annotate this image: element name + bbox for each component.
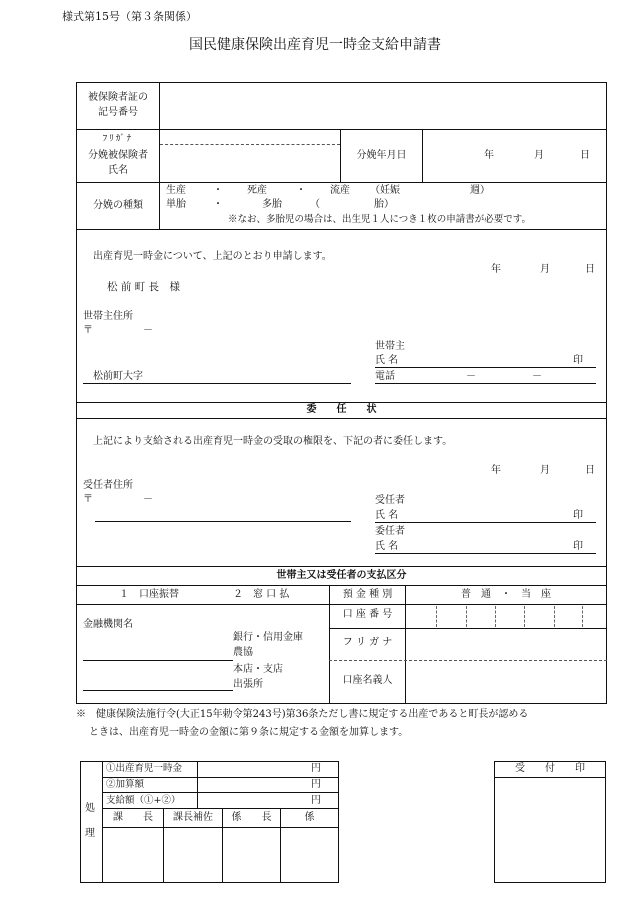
household-address-field[interactable] [83,340,351,384]
phone-field[interactable] [400,370,596,383]
birth-date-month: 月 [534,150,544,161]
insured-number-label-2: 記号番号 [98,107,138,118]
insured-number-field[interactable] [161,84,605,128]
birth-date-day: 日 [580,150,590,161]
delegator-label: 委任者 [375,526,405,537]
processing-label-2: 理 [85,828,95,839]
col-deputy-chief: 課長補佐 [173,812,213,823]
household-head-name-field[interactable] [410,352,570,368]
footnote-line-1: ※ 健康保険法施行令(大正15年勅令第243号)第36条ただし書に規定する出産であると町長が認める [76,709,529,720]
furigana-field[interactable] [161,131,339,143]
phone-dash-1: － [466,371,476,382]
payment-option-transfer[interactable]: １ 口座振替 [119,589,179,600]
delegator-name-label: 氏 名 [375,541,399,552]
furigana-label: ﾌﾘｶﾞﾅ [102,134,134,144]
birth-date-field[interactable] [424,131,605,181]
footnote-line-2: ときは、出産育児一時金の金額に第９条に規定する金額を加算します。 [89,727,409,738]
delegation-day: 日 [585,465,595,476]
payment-option-counter[interactable]: ２ 窓 口 払 [233,589,290,600]
kind-separator-2: ・ [296,185,306,196]
agent-postal-mark: 〒 [83,494,93,505]
application-month: 月 [540,264,550,275]
col-section-chief: 課 長 [113,812,153,823]
branch-kinds-1: 本店・支店 [233,664,283,675]
payment-header: 世帯主又は受任者の支払区分 [276,570,407,581]
branch-kinds-2: 出張所 [233,679,263,690]
col-subsection-chief: 係 長 [231,812,272,823]
kind-live-birth[interactable]: 生産 [166,185,186,196]
multiple-count-open: （ [310,199,320,210]
mother-name-field[interactable] [161,146,339,181]
household-postal-field[interactable] [95,324,345,338]
delegation-header: 委 任 状 [306,404,377,415]
kind-single[interactable]: 単胎 [166,199,186,210]
reception-stamp-label: 受 付 印 [515,763,585,774]
account-number-label: 口 座 番 号 [342,609,393,620]
form-title: 国民健康保険出産育児一時金支給申請書 [189,37,441,53]
delegation-year: 年 [491,465,501,476]
agent-address-field[interactable] [95,493,351,521]
mother-name-label-2: 氏名 [108,165,128,176]
delegator-name-field[interactable] [410,538,570,553]
processing-label-1: 処 [85,803,95,814]
agent-name-field[interactable] [410,507,570,522]
multiple-birth-note: ※なお、多胎児の場合は、出生児１人につき１枚の申請書が必要です。 [228,214,532,225]
phone-dash-2: － [532,371,542,382]
application-day: 日 [585,264,595,275]
bank-kinds-1: 銀行・信用金庫 [233,632,303,643]
delegation-text: 上記により支給される出産育児一時金の受取の権限を、下記の者に委任します。 [93,436,453,447]
town-prefix: 松前町大字 [93,371,143,382]
kind-miscarriage[interactable]: 流産 [330,185,350,196]
bank-name-label: 金融機関名 [83,619,133,630]
agent-label: 受任者 [375,495,405,506]
application-year: 年 [491,264,501,275]
multiple-count-close: 胎） [374,199,394,210]
household-head-label: 世帯主 [375,341,405,352]
household-head-seal: 印 [573,355,583,366]
delegation-month: 月 [540,465,550,476]
delegator-seal: 印 [573,541,583,552]
form-number: 様式第15号（第３条関係） [62,10,197,23]
birth-date-label: 分娩年月日 [356,150,407,161]
mother-name-label-1: 分娩被保険者 [88,150,148,161]
kind-separator-3: ・ [213,199,223,210]
agent-address-label: 受任者住所 [83,480,133,491]
account-number-field[interactable] [407,606,605,627]
deposit-type-options[interactable]: 普 通 ・ 当 座 [461,589,551,600]
kind-multiple[interactable]: 多胎 [262,199,282,210]
processing-row-addition: ②加算額 [106,779,145,790]
yen-1: 円 [311,763,321,774]
account-furigana-field[interactable] [407,630,605,659]
pregnancy-weeks-close: 週） [470,185,490,196]
yen-3: 円 [311,795,321,806]
household-postal-mark: 〒 [83,325,93,336]
kind-stillbirth[interactable]: 死産 [247,185,267,196]
insured-number-label-1: 被保険者証の [88,92,148,103]
phone-label: 電話 [375,371,395,382]
processing-row-lump-sum: ①出産育児一時金 [106,763,183,774]
yen-2: 円 [311,779,321,790]
agent-postal-dash: － [143,494,153,505]
account-furigana-label: フ リ ガ ナ [342,637,393,648]
agent-name-label: 氏 名 [375,510,399,521]
agent-seal: 印 [573,510,583,521]
addressee: 松 前 町 長 様 [107,281,181,293]
delivery-kind-label: 分娩の種類 [93,200,143,211]
household-postal-dash: － [143,325,153,336]
household-head-name-label: 氏 名 [375,355,399,366]
bank-name-field[interactable] [83,634,231,660]
branch-name-field[interactable] [83,664,231,690]
kind-separator-1: ・ [213,185,223,196]
bank-kinds-2: 農協 [233,647,253,658]
birth-date-year: 年 [484,150,494,161]
account-holder-field[interactable] [407,662,605,702]
processing-row-total: 支給額（①+②） [106,795,181,806]
household-address-label: 世帯主住所 [83,311,133,322]
col-staff: 係 [304,812,315,823]
application-intro: 出産育児一時金について、上記のとおり申請します。 [93,251,332,262]
deposit-type-label: 預 金 種 別 [342,589,393,600]
account-holder-label: 口座名義人 [342,675,393,686]
pregnancy-weeks-open: （妊娠 [370,185,400,196]
